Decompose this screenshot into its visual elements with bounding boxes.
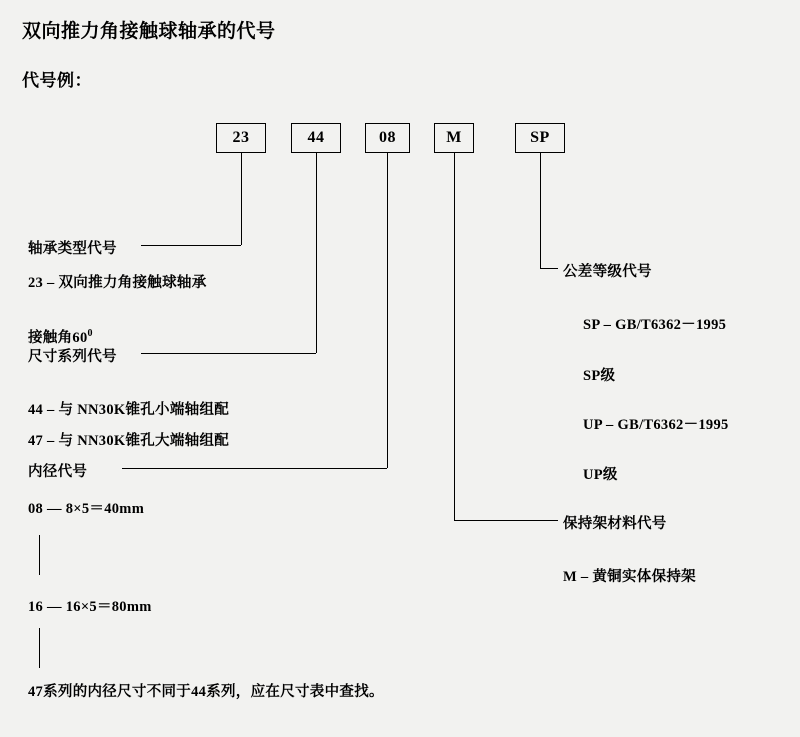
code-box-tolerance-class: SP: [515, 123, 565, 153]
label-cage-material-code: 保持架材料代号: [563, 516, 667, 532]
code-box-bore: 08: [365, 123, 410, 153]
bore-range-tick-upper: [39, 535, 40, 575]
label-contact-angle-degree: 0: [87, 328, 93, 340]
code-box-cage-material: M: [434, 123, 474, 153]
label-contact-angle: [28, 326, 93, 347]
leader-line-type-vertical: [241, 153, 242, 245]
label-bearing-type-code: 轴承类型代号: [28, 241, 117, 257]
label-sp-standard: SP – GB/T6362－1995: [583, 317, 727, 333]
code-box-dimension-series: 44: [291, 123, 341, 153]
footnote: 47系列的内径尺寸不同于44系列，应在尺寸表中查找。: [28, 684, 384, 700]
label-bore-code: 内径代号: [28, 464, 88, 480]
label-series-44-desc: 44 – 与 NN30K锥孔小端轴组配: [28, 402, 230, 418]
label-contact-angle-text: 接触角60: [28, 330, 88, 346]
label-cage-material-desc: M – 黄铜实体保持架: [563, 569, 696, 585]
label-sp-grade: SP级: [583, 368, 616, 384]
leader-line-bore-horizontal: [122, 468, 387, 469]
bore-range-tick-lower: [39, 628, 40, 668]
label-up-standard: UP – GB/T6362－1995: [583, 417, 729, 433]
leader-line-series-vertical: [316, 153, 317, 353]
leader-line-tolerance-vertical: [540, 153, 541, 268]
label-bearing-type-desc: 23 – 双向推力角接触球轴承: [28, 275, 207, 291]
subtitle-code-example: 代号例：: [22, 71, 92, 90]
label-series-47-desc: 47 – 与 NN30K锥孔大端轴组配: [28, 433, 230, 449]
leader-line-series-horizontal: [141, 353, 316, 354]
page-title: 双向推力角接触球轴承的代号: [22, 21, 276, 42]
code-box-type: 23: [216, 123, 266, 153]
label-bore-16-desc: 16 — 16×5＝80mm: [28, 599, 152, 615]
leader-line-cage-vertical: [454, 153, 455, 520]
label-tolerance-class-code: 公差等级代号: [563, 264, 652, 280]
label-up-grade: UP级: [583, 467, 618, 483]
leader-line-bore-vertical: [387, 153, 388, 468]
label-bore-08-desc: 08 — 8×5＝40mm: [28, 501, 145, 517]
leader-line-cage-horizontal: [454, 520, 558, 521]
label-dimension-series-code: 尺寸系列代号: [28, 349, 117, 365]
leader-line-type-horizontal: [141, 245, 241, 246]
leader-line-tolerance-horizontal: [540, 268, 558, 269]
